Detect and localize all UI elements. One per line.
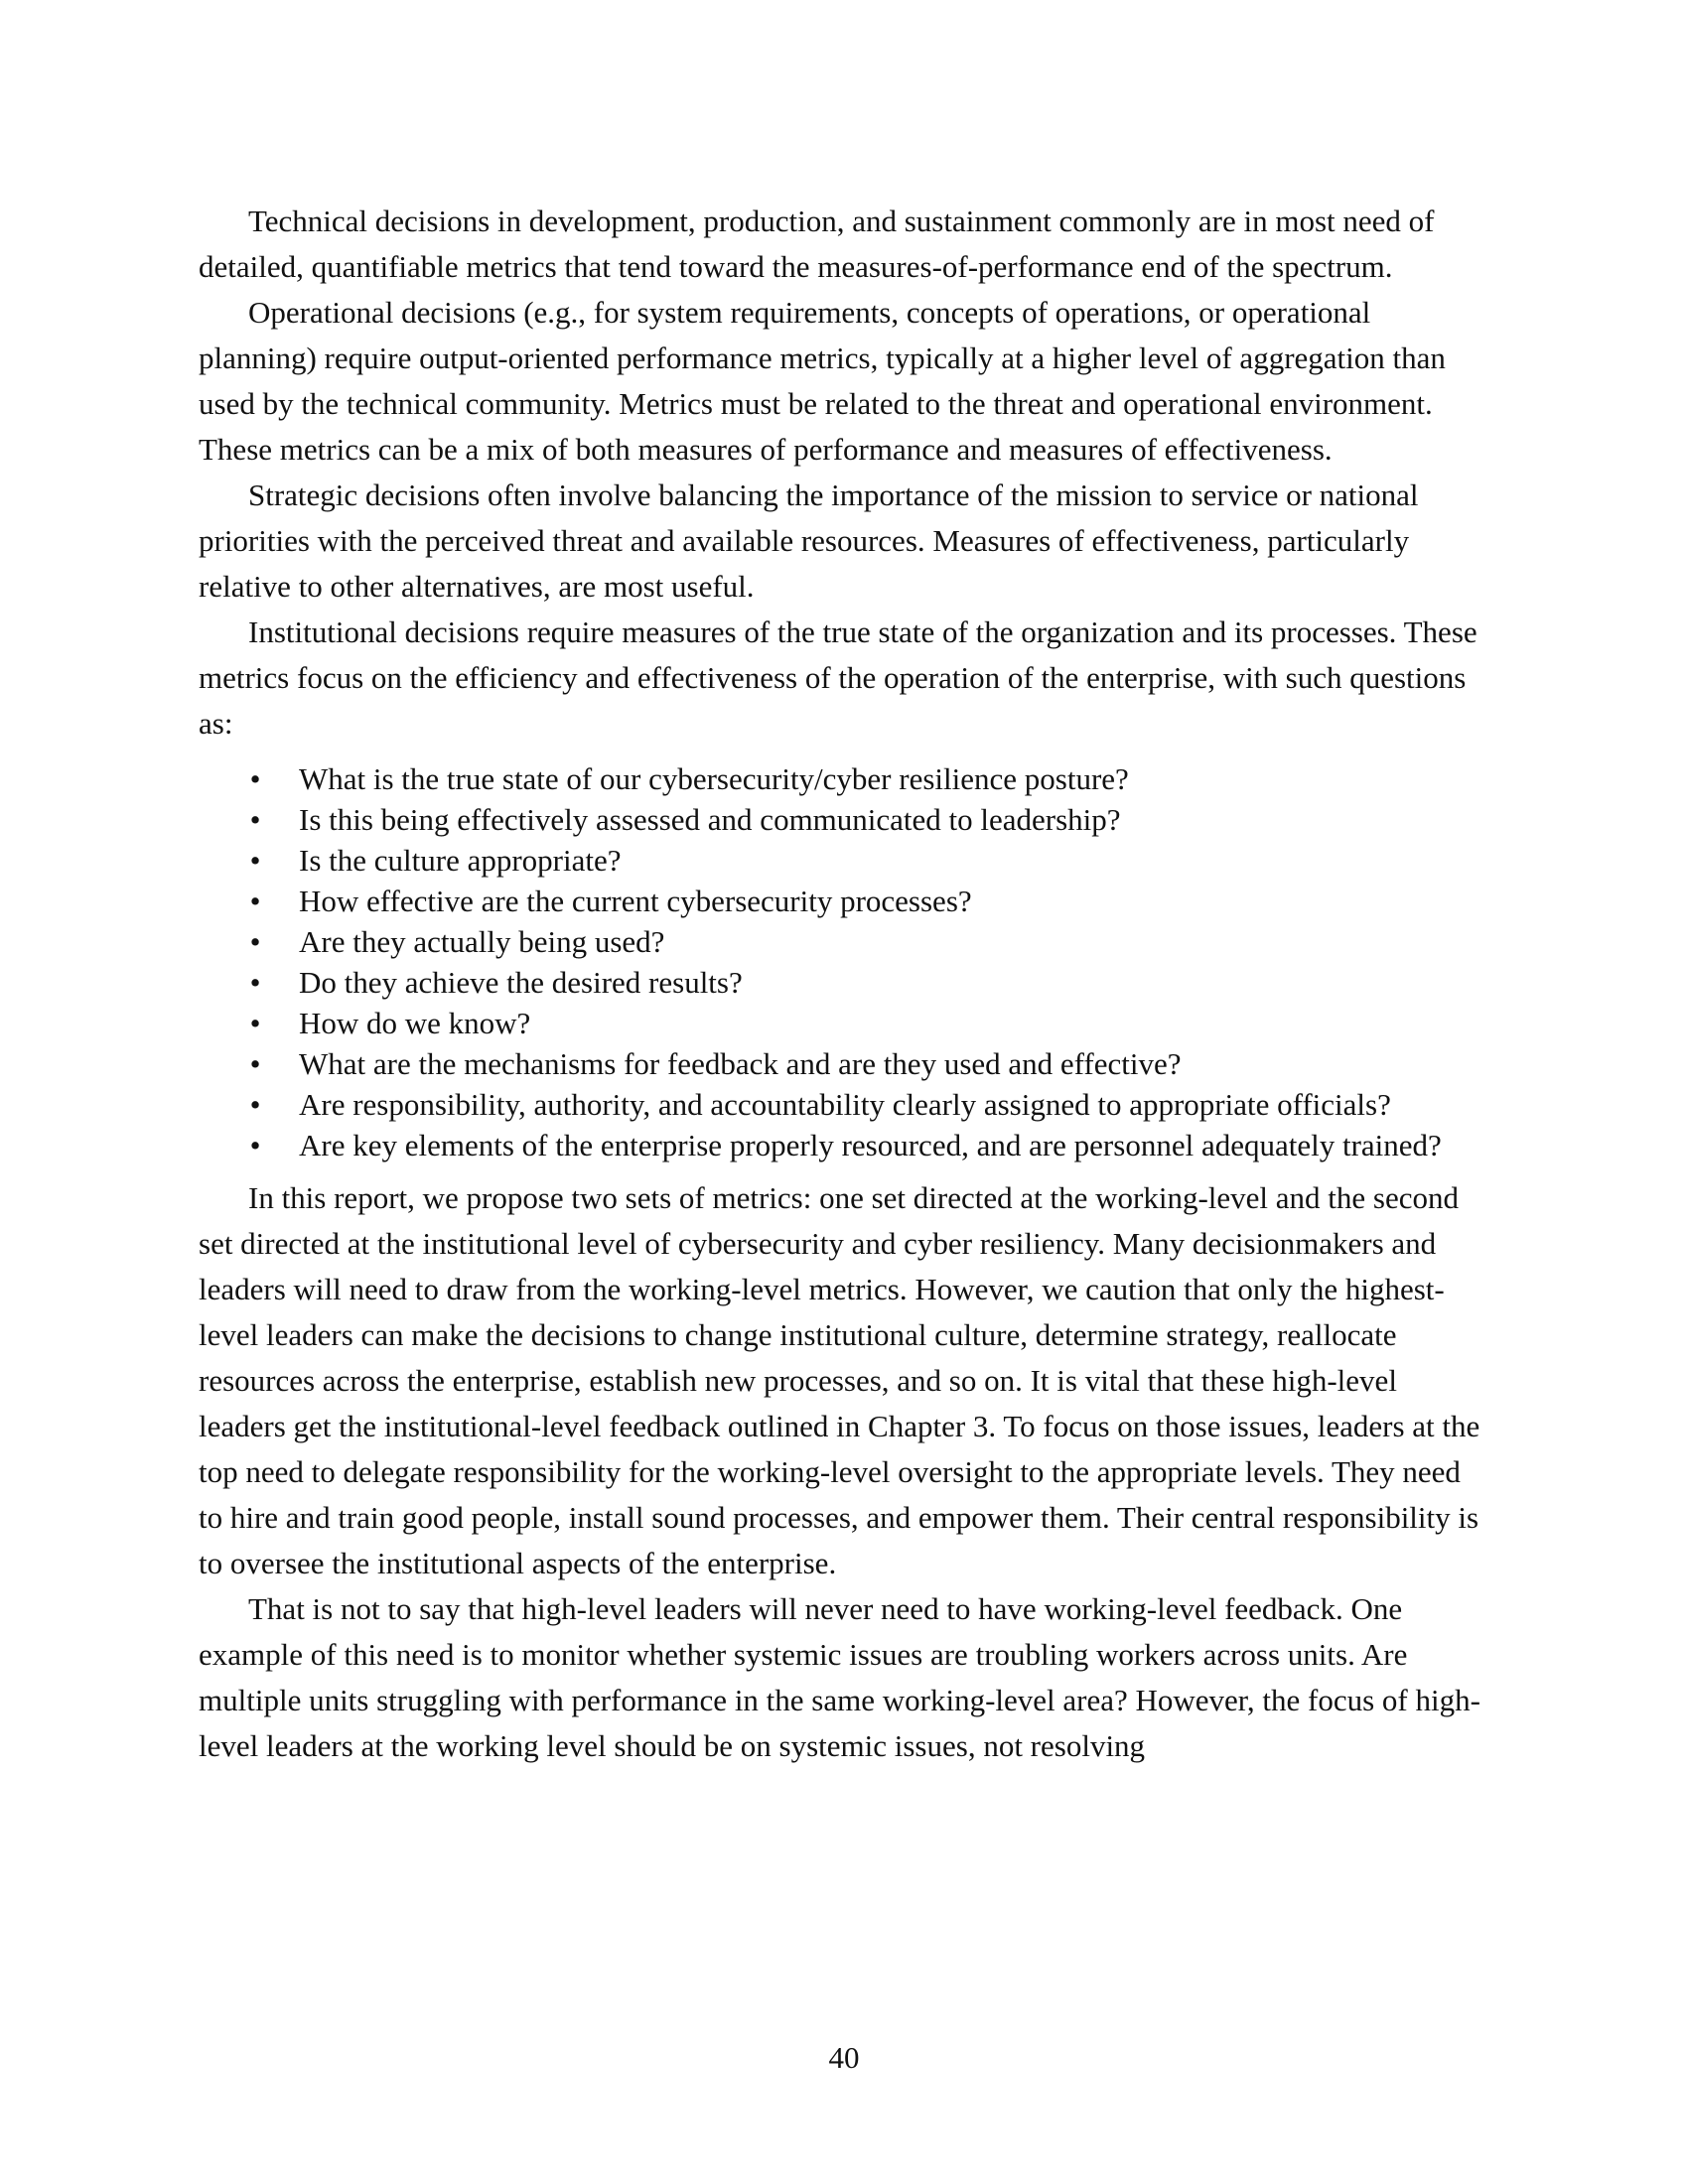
list-item xyxy=(199,1003,1489,1043)
paragraph-two-sets-of-metrics: In this report, we propose two sets of metrics: one set directed at the working-level and the second set directed at the institutional level of cybersecurity and cyber resiliency. Many decisionmakers and leaders will need to draw from the working-level metrics. However, we caution that only the highest-level leaders can make the decisions to change institutional culture, determine strategy, reallocate resources across the enterprise, establish new processes, and so on. It is vital that these high-level leaders get the institutional-level feedback outlined in Chapter 3. To focus on those issues, leaders at the top need to delegate responsibility for the working-level oversight to the appropriate levels. They need to hire and train good people, install sound processes, and empower them. Their central responsibility is to oversee the institutional aspects of the enterprise. xyxy=(199,1180,1480,1580)
list-item-text: What are the mechanisms for feedback and are they used and effective? xyxy=(299,1046,1182,1081)
paragraph-working-level-feedback: That is not to say that high-level leaders will never need to have working-level feedback. One example of this need is to monitor whether systemic issues are troubling workers across units. Are multiple units struggling with performance in the same working-level area? However, the focus of high-level leaders at the working level should be on systemic issues, not resolving xyxy=(199,1591,1480,1763)
paragraph-institutional-decisions: Institutional decisions require measures of the true state of the organization and its processes. These metrics focus on the efficiency and effectiveness of the operation of the enterprise, with such questions as: xyxy=(199,614,1477,741)
paragraph-strategic-decisions: Strategic decisions often involve balancing the importance of the mission to service or national priorities with the perceived threat and available resources. Measures of effectiveness, particularly relative to other alternatives, are most useful. xyxy=(199,478,1419,604)
list-item-text: How do we know? xyxy=(299,1006,531,1040)
list-item-text: Are they actually being used? xyxy=(299,924,665,959)
bullet-icon: • xyxy=(249,1006,261,1040)
list-item-text: Are responsibility, authority, and accountability clearly assigned to appropriate officials? xyxy=(299,1087,1391,1122)
list-item xyxy=(199,1084,1489,1125)
list-item xyxy=(199,1125,1489,1165)
question-list xyxy=(199,758,1489,1165)
bullet-icon: • xyxy=(249,761,261,796)
list-item xyxy=(199,881,1489,921)
page-number: 40 xyxy=(828,2040,860,2075)
list-item xyxy=(199,799,1489,840)
page-body xyxy=(199,199,1489,1769)
bullet-icon: • xyxy=(249,884,261,918)
paragraph-technical-decisions: Technical decisions in development, production, and sustainment commonly are in most need of detailed, quantifiable metrics that tend toward the measures-of-performance end of the spectrum. xyxy=(199,204,1435,284)
paragraph-operational-decisions: Operational decisions (e.g., for system requirements, concepts of operations, or operational planning) require output-oriented performance metrics, typically at a higher level of aggregation than used by the technical community. Metrics must be related to the threat and operational environment. These metrics can be a mix of both measures of performance and measures of effectiveness. xyxy=(199,295,1446,467)
bullet-icon: • xyxy=(249,802,261,837)
bullet-icon: • xyxy=(249,924,261,959)
list-item-text: Is the culture appropriate? xyxy=(299,843,622,878)
list-item-text: Are key elements of the enterprise properly resourced, and are personnel adequately trained? xyxy=(299,1128,1442,1162)
bullet-icon: • xyxy=(249,965,261,1000)
bullet-icon: • xyxy=(249,843,261,878)
list-item-text: What is the true state of our cybersecurity/cyber resilience posture? xyxy=(299,761,1129,796)
list-item xyxy=(199,758,1489,799)
list-item-text: Do they achieve the desired results? xyxy=(299,965,743,1000)
list-item xyxy=(199,962,1489,1003)
bullet-icon: • xyxy=(249,1087,261,1122)
bullet-icon: • xyxy=(249,1046,261,1081)
list-item-text: How effective are the current cybersecurity processes? xyxy=(299,884,972,918)
list-item-text: Is this being effectively assessed and communicated to leadership? xyxy=(299,802,1121,837)
bullet-icon: • xyxy=(249,1128,261,1162)
list-item xyxy=(199,1043,1489,1084)
list-item xyxy=(199,921,1489,962)
list-item xyxy=(199,840,1489,881)
